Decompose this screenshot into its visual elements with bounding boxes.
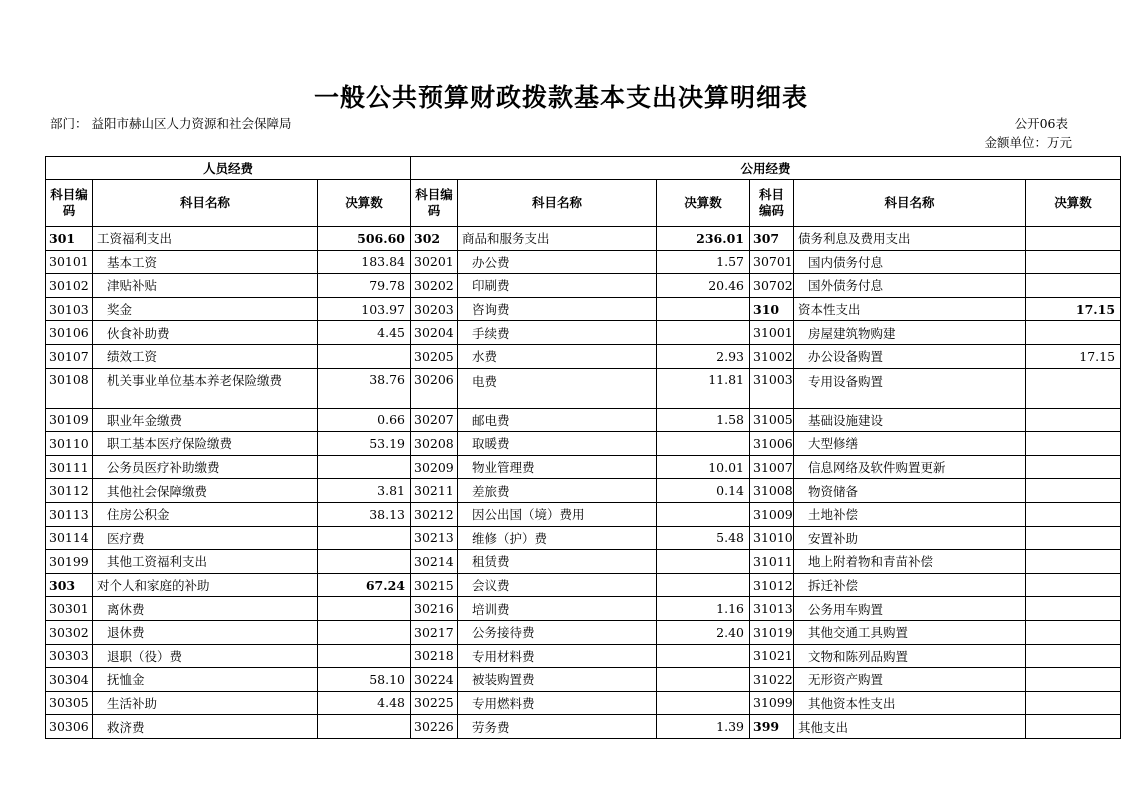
amount-cell [1026, 526, 1121, 550]
subject-code-cell: 30215 [411, 573, 458, 597]
amount-cell: 38.76 [318, 368, 411, 408]
amount-cell: 20.46 [657, 274, 750, 298]
subject-name-cell: 会议费 [458, 573, 657, 597]
amount-cell [318, 644, 411, 668]
subject-code-cell: 30212 [411, 502, 458, 526]
expenditure-table [45, 156, 1121, 739]
subject-name-cell: 住房公积金 [93, 502, 318, 526]
subject-name-cell: 基本工资 [93, 250, 318, 274]
amount-cell: 1.16 [657, 597, 750, 621]
amount-cell: 2.93 [657, 344, 750, 368]
amount-cell: 58.10 [318, 668, 411, 692]
table-row [46, 321, 1121, 345]
amount-cell [657, 502, 750, 526]
page-title: 一般公共预算财政拨款基本支出决算明细表 [313, 83, 808, 112]
subject-name-cell: 抚恤金 [93, 668, 318, 692]
subject-code-cell: 30217 [411, 620, 458, 644]
amount-cell [1026, 502, 1121, 526]
amount-cell: 1.58 [657, 408, 750, 432]
amount-cell: 1.57 [657, 250, 750, 274]
subject-name-cell: 基础设施建设 [794, 408, 1026, 432]
subject-code-cell: 30203 [411, 297, 458, 321]
table-row [46, 227, 1121, 251]
amount-cell [1026, 250, 1121, 274]
subject-name-cell: 维修（护）费 [458, 526, 657, 550]
subject-name-cell: 邮电费 [458, 408, 657, 432]
amount-cell [657, 432, 750, 456]
amount-cell [657, 321, 750, 345]
subject-code-cell: 30106 [46, 321, 93, 345]
subject-code-cell: 30305 [46, 691, 93, 715]
column-header-row [46, 180, 1121, 227]
subject-code-cell: 30101 [46, 250, 93, 274]
subject-name-cell: 津贴补贴 [93, 274, 318, 298]
subject-name-cell: 取暖费 [458, 432, 657, 456]
amount-cell: 10.01 [657, 455, 750, 479]
subject-code-cell: 31001 [750, 321, 794, 345]
subject-name-cell: 差旅费 [458, 479, 657, 503]
subject-name-cell: 其他交通工具购置 [794, 620, 1026, 644]
subject-name-cell: 生活补助 [93, 691, 318, 715]
subject-code-cell: 31013 [750, 597, 794, 621]
subject-name-cell: 职工基本医疗保险缴费 [93, 432, 318, 456]
subject-code-cell: 30213 [411, 526, 458, 550]
subject-code-cell: 30306 [46, 715, 93, 739]
amount-cell: 3.81 [318, 479, 411, 503]
subject-name-cell: 公务用车购置 [794, 597, 1026, 621]
table-row [46, 715, 1121, 739]
subject-name-cell: 租赁费 [458, 550, 657, 574]
amount-cell: 4.48 [318, 691, 411, 715]
table-row [46, 368, 1121, 408]
header-amount: 决算数 [657, 180, 750, 227]
subject-name-cell: 安置补助 [794, 526, 1026, 550]
header-name: 科目名称 [458, 180, 657, 227]
table-row [46, 550, 1121, 574]
subject-name-cell: 咨询费 [458, 297, 657, 321]
subject-name-cell: 公务接待费 [458, 620, 657, 644]
amount-cell [657, 691, 750, 715]
subject-code-cell: 302 [411, 227, 458, 251]
subject-name-cell: 拆迁补偿 [794, 573, 1026, 597]
subject-code-cell: 30113 [46, 502, 93, 526]
subject-code-cell: 30110 [46, 432, 93, 456]
subject-name-cell: 对个人和家庭的补助 [93, 573, 318, 597]
subject-code-cell: 31011 [750, 550, 794, 574]
subject-name-cell: 商品和服务支出 [458, 227, 657, 251]
amount-cell [318, 455, 411, 479]
header-amount: 决算数 [1026, 180, 1121, 227]
subject-name-cell: 地上附着物和青苗补偿 [794, 550, 1026, 574]
subject-name-cell: 其他社会保障缴费 [93, 479, 318, 503]
amount-cell: 183.84 [318, 250, 411, 274]
subject-name-cell: 退职（役）费 [93, 644, 318, 668]
table-row [46, 297, 1121, 321]
subject-code-cell: 31019 [750, 620, 794, 644]
subject-code-cell: 30202 [411, 274, 458, 298]
amount-cell [1026, 408, 1121, 432]
subject-code-cell: 30204 [411, 321, 458, 345]
subject-name-cell: 奖金 [93, 297, 318, 321]
subject-code-cell: 30218 [411, 644, 458, 668]
subject-code-cell: 30107 [46, 344, 93, 368]
subject-name-cell: 信息网络及软件购置更新 [794, 455, 1026, 479]
subject-code-cell: 31003 [750, 368, 794, 408]
subject-name-cell: 大型修缮 [794, 432, 1026, 456]
subject-name-cell: 其他支出 [794, 715, 1026, 739]
subject-name-cell: 房屋建筑物购建 [794, 321, 1026, 345]
amount-cell: 79.78 [318, 274, 411, 298]
table-row [46, 644, 1121, 668]
table-number: 公开06表 [1014, 116, 1068, 131]
subject-name-cell: 医疗费 [93, 526, 318, 550]
amount-cell: 506.60 [318, 227, 411, 251]
amount-cell [1026, 620, 1121, 644]
subject-code-cell: 30301 [46, 597, 93, 621]
subject-code-cell: 31012 [750, 573, 794, 597]
header-code: 科目编码 [46, 180, 93, 227]
amount-cell [1026, 368, 1121, 408]
subject-name-cell: 无形资产购置 [794, 668, 1026, 692]
subject-name-cell: 退休费 [93, 620, 318, 644]
table-row [46, 455, 1121, 479]
table-row [46, 573, 1121, 597]
subject-code-cell: 30102 [46, 274, 93, 298]
amount-cell [318, 620, 411, 644]
subject-code-cell: 31007 [750, 455, 794, 479]
department-label: 部门： 益阳市赫山区人力资源和社会保障局 [50, 116, 292, 131]
amount-cell [1026, 550, 1121, 574]
subject-name-cell: 电费 [458, 368, 657, 408]
subject-code-cell: 30205 [411, 344, 458, 368]
amount-cell [657, 573, 750, 597]
subject-name-cell: 被装购置费 [458, 668, 657, 692]
amount-cell: 67.24 [318, 573, 411, 597]
subject-name-cell: 离休费 [93, 597, 318, 621]
subject-name-cell: 伙食补助费 [93, 321, 318, 345]
subject-code-cell: 30111 [46, 455, 93, 479]
amount-cell: 17.15 [1026, 344, 1121, 368]
amount-cell: 53.19 [318, 432, 411, 456]
section-personnel: 人员经费 [46, 157, 411, 180]
amount-cell [318, 715, 411, 739]
subject-code-cell: 303 [46, 573, 93, 597]
subject-code-cell: 30225 [411, 691, 458, 715]
subject-code-cell: 30209 [411, 455, 458, 479]
amount-cell [1026, 668, 1121, 692]
subject-name-cell: 国内债务付息 [794, 250, 1026, 274]
subject-name-cell: 印刷费 [458, 274, 657, 298]
subject-name-cell: 其他资本性支出 [794, 691, 1026, 715]
amount-cell [1026, 715, 1121, 739]
subject-code-cell: 30224 [411, 668, 458, 692]
amount-cell [657, 297, 750, 321]
table-row [46, 597, 1121, 621]
subject-name-cell: 公务员医疗补助缴费 [93, 455, 318, 479]
amount-cell: 1.39 [657, 715, 750, 739]
subject-name-cell: 国外债务付息 [794, 274, 1026, 298]
subject-code-cell: 30108 [46, 368, 93, 408]
header-name: 科目名称 [794, 180, 1026, 227]
subject-name-cell: 土地补偿 [794, 502, 1026, 526]
subject-name-cell: 培训费 [458, 597, 657, 621]
table-row [46, 691, 1121, 715]
subject-code-cell: 30211 [411, 479, 458, 503]
subject-code-cell: 30206 [411, 368, 458, 408]
subject-name-cell: 专用材料费 [458, 644, 657, 668]
amount-cell [318, 526, 411, 550]
subject-code-cell: 30701 [750, 250, 794, 274]
subject-code-cell: 30302 [46, 620, 93, 644]
amount-cell [657, 644, 750, 668]
amount-cell: 0.66 [318, 408, 411, 432]
amount-cell [1026, 455, 1121, 479]
subject-name-cell: 救济费 [93, 715, 318, 739]
amount-cell [318, 344, 411, 368]
table-row [46, 620, 1121, 644]
subject-name-cell: 物资储备 [794, 479, 1026, 503]
amount-cell: 11.81 [657, 368, 750, 408]
subject-name-cell: 机关事业单位基本养老保险缴费 [93, 368, 318, 408]
subject-name-cell: 工资福利支出 [93, 227, 318, 251]
subject-code-cell: 31022 [750, 668, 794, 692]
header-code: 科目编码 [411, 180, 458, 227]
subject-code-cell: 30103 [46, 297, 93, 321]
amount-cell: 17.15 [1026, 297, 1121, 321]
subject-code-cell: 301 [46, 227, 93, 251]
amount-cell [1026, 597, 1121, 621]
table-row [46, 668, 1121, 692]
subject-code-cell: 31010 [750, 526, 794, 550]
subject-name-cell: 办公费 [458, 250, 657, 274]
amount-unit: 金额单位：万元 [984, 135, 1072, 150]
subject-code-cell: 31021 [750, 644, 794, 668]
subject-name-cell: 其他工资福利支出 [93, 550, 318, 574]
table-row [46, 274, 1121, 298]
subject-name-cell: 债务利息及费用支出 [794, 227, 1026, 251]
amount-cell [318, 550, 411, 574]
amount-cell [1026, 691, 1121, 715]
amount-cell [1026, 321, 1121, 345]
amount-cell [657, 550, 750, 574]
subject-code-cell: 31002 [750, 344, 794, 368]
table-row [46, 502, 1121, 526]
subject-code-cell: 30226 [411, 715, 458, 739]
subject-name-cell: 手续费 [458, 321, 657, 345]
table-row [46, 250, 1121, 274]
subject-code-cell: 30208 [411, 432, 458, 456]
amount-cell [657, 668, 750, 692]
subject-code-cell: 30114 [46, 526, 93, 550]
subject-code-cell: 30216 [411, 597, 458, 621]
amount-cell: 4.45 [318, 321, 411, 345]
subject-code-cell: 30702 [750, 274, 794, 298]
table-row [46, 408, 1121, 432]
table-row [46, 479, 1121, 503]
subject-code-cell: 310 [750, 297, 794, 321]
subject-name-cell: 文物和陈列品购置 [794, 644, 1026, 668]
amount-cell [1026, 432, 1121, 456]
subject-name-cell: 水费 [458, 344, 657, 368]
header-amount: 决算数 [318, 180, 411, 227]
amount-cell [1026, 573, 1121, 597]
table-row [46, 432, 1121, 456]
subject-code-cell: 31099 [750, 691, 794, 715]
subject-code-cell: 30112 [46, 479, 93, 503]
subject-code-cell: 30109 [46, 408, 93, 432]
subject-name-cell: 专用设备购置 [794, 368, 1026, 408]
subject-code-cell: 31008 [750, 479, 794, 503]
amount-cell: 236.01 [657, 227, 750, 251]
subject-code-cell: 399 [750, 715, 794, 739]
header-name: 科目名称 [93, 180, 318, 227]
subject-code-cell: 30207 [411, 408, 458, 432]
table-row [46, 526, 1121, 550]
amount-cell [1026, 644, 1121, 668]
amount-cell: 2.40 [657, 620, 750, 644]
amount-cell [1026, 479, 1121, 503]
subject-code-cell: 30303 [46, 644, 93, 668]
subject-code-cell: 30214 [411, 550, 458, 574]
amount-cell [318, 597, 411, 621]
amount-cell: 0.14 [657, 479, 750, 503]
table-row [46, 344, 1121, 368]
subject-name-cell: 办公设备购置 [794, 344, 1026, 368]
subject-name-cell: 因公出国（境）费用 [458, 502, 657, 526]
amount-cell: 38.13 [318, 502, 411, 526]
header-code: 科目编码 [750, 180, 794, 227]
amount-cell [1026, 274, 1121, 298]
subject-name-cell: 绩效工资 [93, 344, 318, 368]
amount-cell [1026, 227, 1121, 251]
section-header-row [46, 157, 1121, 180]
subject-code-cell: 31006 [750, 432, 794, 456]
subject-name-cell: 资本性支出 [794, 297, 1026, 321]
subject-code-cell: 30199 [46, 550, 93, 574]
subject-name-cell: 专用燃料费 [458, 691, 657, 715]
section-public: 公用经费 [411, 157, 1121, 180]
subject-name-cell: 劳务费 [458, 715, 657, 739]
subject-code-cell: 30304 [46, 668, 93, 692]
subject-code-cell: 31005 [750, 408, 794, 432]
subject-code-cell: 30201 [411, 250, 458, 274]
subject-name-cell: 职业年金缴费 [93, 408, 318, 432]
subject-code-cell: 31009 [750, 502, 794, 526]
subject-name-cell: 物业管理费 [458, 455, 657, 479]
amount-cell: 103.97 [318, 297, 411, 321]
amount-cell: 5.48 [657, 526, 750, 550]
subject-code-cell: 307 [750, 227, 794, 251]
